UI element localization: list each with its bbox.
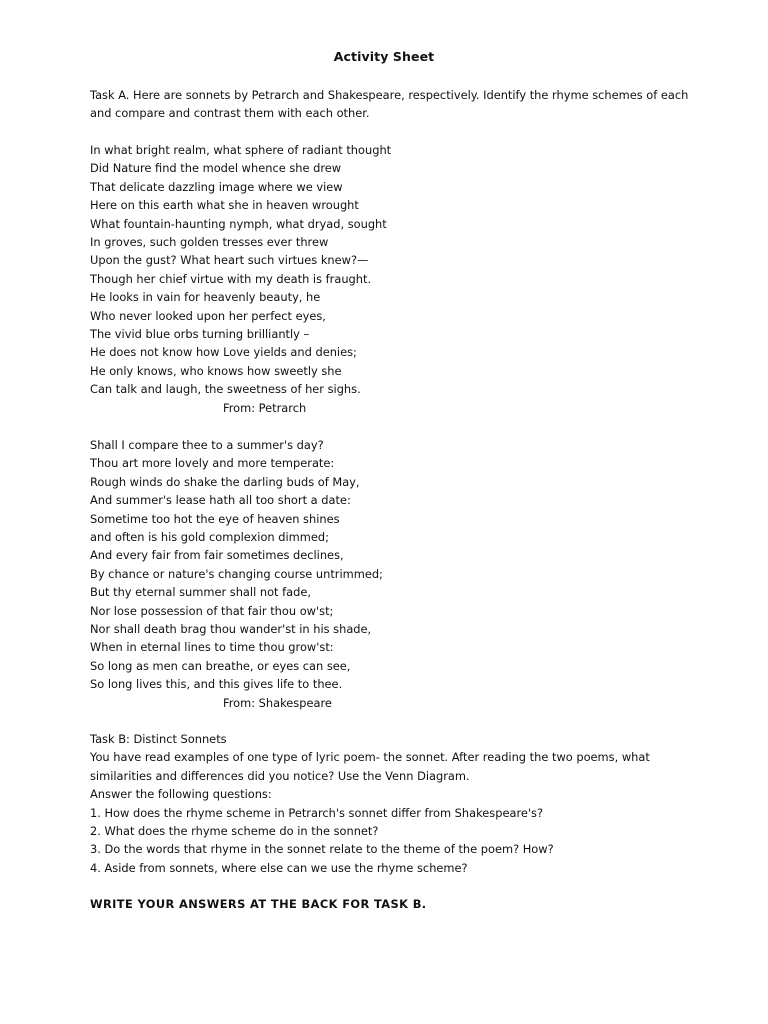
poem-line: What fountain-haunting nymph, what dryad, sought (90, 216, 387, 231)
task-a-instruction-line: Task A. Here are sonnets by Petrarch and Shakespeare, respectively. Identify the rhyme schemes of each (90, 88, 689, 102)
poem-line: Can talk and laugh, the sweetness of her sighs. (90, 382, 361, 397)
poem-line: Nor lose possession of that fair thou ow'st; (90, 603, 334, 618)
poem-line: By chance or nature's changing course untrimmed; (90, 566, 383, 581)
shakespeare-sonnet (90, 436, 710, 712)
poem-line: Sometime too hot the eye of heaven shines (90, 511, 340, 526)
poem-line: Here on this earth what she in heaven wrought (90, 198, 359, 213)
task-b-intro-line: You have read examples of one type of lyric poem- the sonnet. After reading the two poems, what (90, 750, 650, 765)
task-b-section (90, 730, 710, 877)
poem-line: Shall I compare thee to a summer's day? (90, 438, 324, 452)
footer-instruction (90, 895, 710, 913)
footer-instruction-text: WRITE YOUR ANSWERS AT THE BACK FOR TASK B. (90, 897, 427, 911)
poem-line: He looks in vain for heavenly beauty, he (90, 290, 321, 305)
poem-line: In groves, such golden tresses ever threw (90, 235, 329, 250)
task-a-instruction-line: and compare and contrast them with each other. (90, 106, 370, 121)
task-b-question: 2. What does the rhyme scheme do in the sonnet? (90, 824, 379, 839)
poem-line: Did Nature find the model whence she drew (90, 161, 342, 176)
poem-line: Upon the gust? What heart such virtues knew?— (90, 253, 369, 268)
poem-line: Nor shall death brag thou wander'st in his shade, (90, 622, 372, 637)
poem-line: Who never looked upon her perfect eyes, (90, 308, 326, 323)
page-title: Activity Sheet (333, 49, 435, 64)
poem-line: And every fair from fair sometimes declines, (90, 548, 344, 563)
poem-line: When in eternal lines to time thou grow'st: (90, 640, 334, 655)
poem-line: So long lives this, and this gives life to thee. (90, 677, 343, 692)
task-b-question: 3. Do the words that rhyme in the sonnet relate to the theme of the poem? How? (90, 842, 554, 857)
task-b-question: 4. Aside from sonnets, where else can we use the rhyme scheme? (90, 860, 468, 875)
poem-line: He does not know how Love yields and denies; (90, 345, 357, 360)
poem-source: From: Petrarch (223, 400, 307, 415)
poem-line: Rough winds do shake the darling buds of May, (90, 474, 360, 489)
poem-line: But thy eternal summer shall not fade, (90, 585, 311, 600)
task-b-intro-line: similarities and differences did you notice? Use the Venn Diagram. (90, 768, 470, 783)
poem-line: He only knows, who knows how sweetly she (90, 363, 342, 378)
petrarch-sonnet (90, 141, 710, 417)
task-a-instructions (90, 86, 710, 123)
poem-line: In what bright realm, what sphere of radiant thought (90, 143, 392, 157)
poem-line: And summer's lease hath all too short a date: (90, 493, 351, 508)
poem-source: From: Shakespeare (223, 695, 332, 710)
poem-line: Thou art more lovely and more temperate: (90, 456, 335, 471)
task-b-question: 1. How does the rhyme scheme in Petrarch's sonnet differ from Shakespeare's? (90, 805, 544, 820)
task-b-prompt: Answer the following questions: (90, 787, 272, 802)
poem-line: The vivid blue orbs turning brilliantly – (90, 327, 310, 342)
poem-line: Though her chief virtue with my death is fraught. (90, 271, 372, 286)
poem-line: and often is his gold complexion dimmed; (90, 530, 329, 545)
poem-line: That delicate dazzling image where we view (90, 179, 343, 194)
poem-line: So long as men can breathe, or eyes can see, (90, 658, 351, 673)
task-b-heading: Task B: Distinct Sonnets (90, 732, 227, 746)
